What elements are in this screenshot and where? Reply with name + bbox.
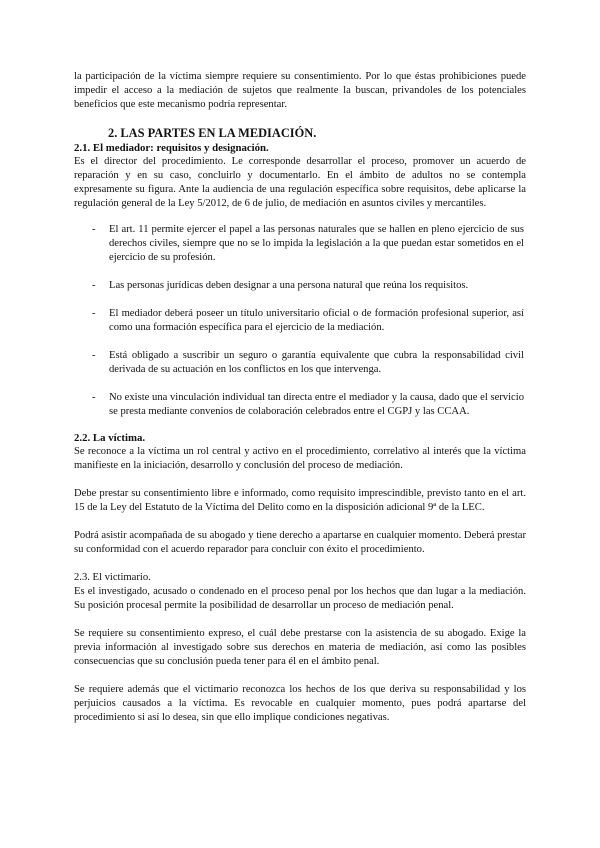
list-item: - No existe una vinculación individual tan directa entre el mediador y la causa, dado que el servicio se presta mediante convenios de colaboración celebrados entre el CGPJ y las CCAA. — [74, 391, 524, 419]
list-item: - El art. 11 permite ejercer el papel a las personas naturales que se hallen en pleno ejercicio de sus derechos civiles, siempre que no se lo impida la legislación a la que puedan estar sometidos en el ejercicio de su profesión. — [74, 223, 524, 265]
victima-paragraph-2: Debe prestar su consentimiento libre e informado, como requisito imprescindible, previsto tanto en el art. 15 de la Ley del Estatuto de la Víctima del Delito como en la disposición adicional 9ª de la LEC. — [74, 488, 526, 513]
document-body — [74, 70, 526, 725]
victimario-paragraph-2: Se requiere su consentimiento expreso, el cuál debe prestarse con la asistencia de su abogado. Exige la previa información al investigado sobre sus derechos en materia de mediación, así como las posibles consecuencias que su conclusión pueda tener para él en el ámbito penal. — [74, 628, 526, 667]
section-2-1-heading: 2.1. El mediador: requisitos y designación. — [74, 142, 269, 154]
victima-paragraph-3: Podrá asistir acompañada de su abogado y tiene derecho a apartarse en cualquier momento. Deberá prestar su conformidad con el acuerdo reparador para concluir con éxito el procedimiento. — [74, 530, 526, 555]
victimario-paragraph-1: Es el investigado, acusado o condenado en el proceso penal por los hechos que dan lugar a la mediación. Su posición procesal permite la posibilidad de desarrollar un proceso de mediación penal. — [74, 586, 526, 611]
section-2-heading: 2. LAS PARTES EN LA MEDIACIÓN. — [108, 126, 317, 140]
section-2-2-heading: 2.2. La víctima. — [74, 432, 146, 444]
victima-paragraph-1: Se reconoce a la víctima un rol central y activo en el procedimiento, correlativo al interés que la víctima manifieste en la iniciación, desarrollo y conclusión del proceso de mediación. — [74, 446, 526, 471]
section-2-3-heading: 2.3. El victimario. — [74, 572, 151, 583]
mediador-requirements-list — [74, 223, 526, 419]
list-item: - Las personas jurídicas deben designar a una persona natural que reúna los requisitos. — [74, 279, 524, 293]
list-item: - El mediador deberá poseer un título universitario oficial o de formación profesional superior, así como una formación específica para el ejercicio de la mediación. — [74, 307, 524, 335]
intro-paragraph: la participación de la víctima siempre requiere su consentimiento. Por lo que éstas prohibiciones puede impedir el acceso a la mediación de sujetos que realmente la buscan, privandoles de los potenciales beneficios que este mecanismo podría representar. — [74, 71, 526, 110]
mediador-paragraph: Es el director del procedimiento. Le corresponde desarrollar el proceso, promover un acuerdo de reparación y en su caso, concluirlo y documentarlo. En el ámbito de adultos no se contempla expresamente su figura. Ante la audiencia de una regulación específica sobre requisitos, debe aplicarse la regulación general de la Ley 5/2012, de 6 de julio, de mediación en asuntos civiles y mercantiles. — [74, 156, 526, 209]
list-item: - Está obligado a suscribir un seguro o garantía equivalente que cubra la responsabilidad civil derivada de su actuación en los conflictos en los que intervenga. — [74, 349, 524, 377]
victimario-paragraph-3: Se requiere además que el victimario reconozca los hechos de los que deriva su responsabilidad y los perjuicios causados a la víctima. Es revocable en cualquier momento, pues podrá apartarse del procedimiento si así lo desea, sin que ello implique condiciones negativas. — [74, 684, 526, 723]
